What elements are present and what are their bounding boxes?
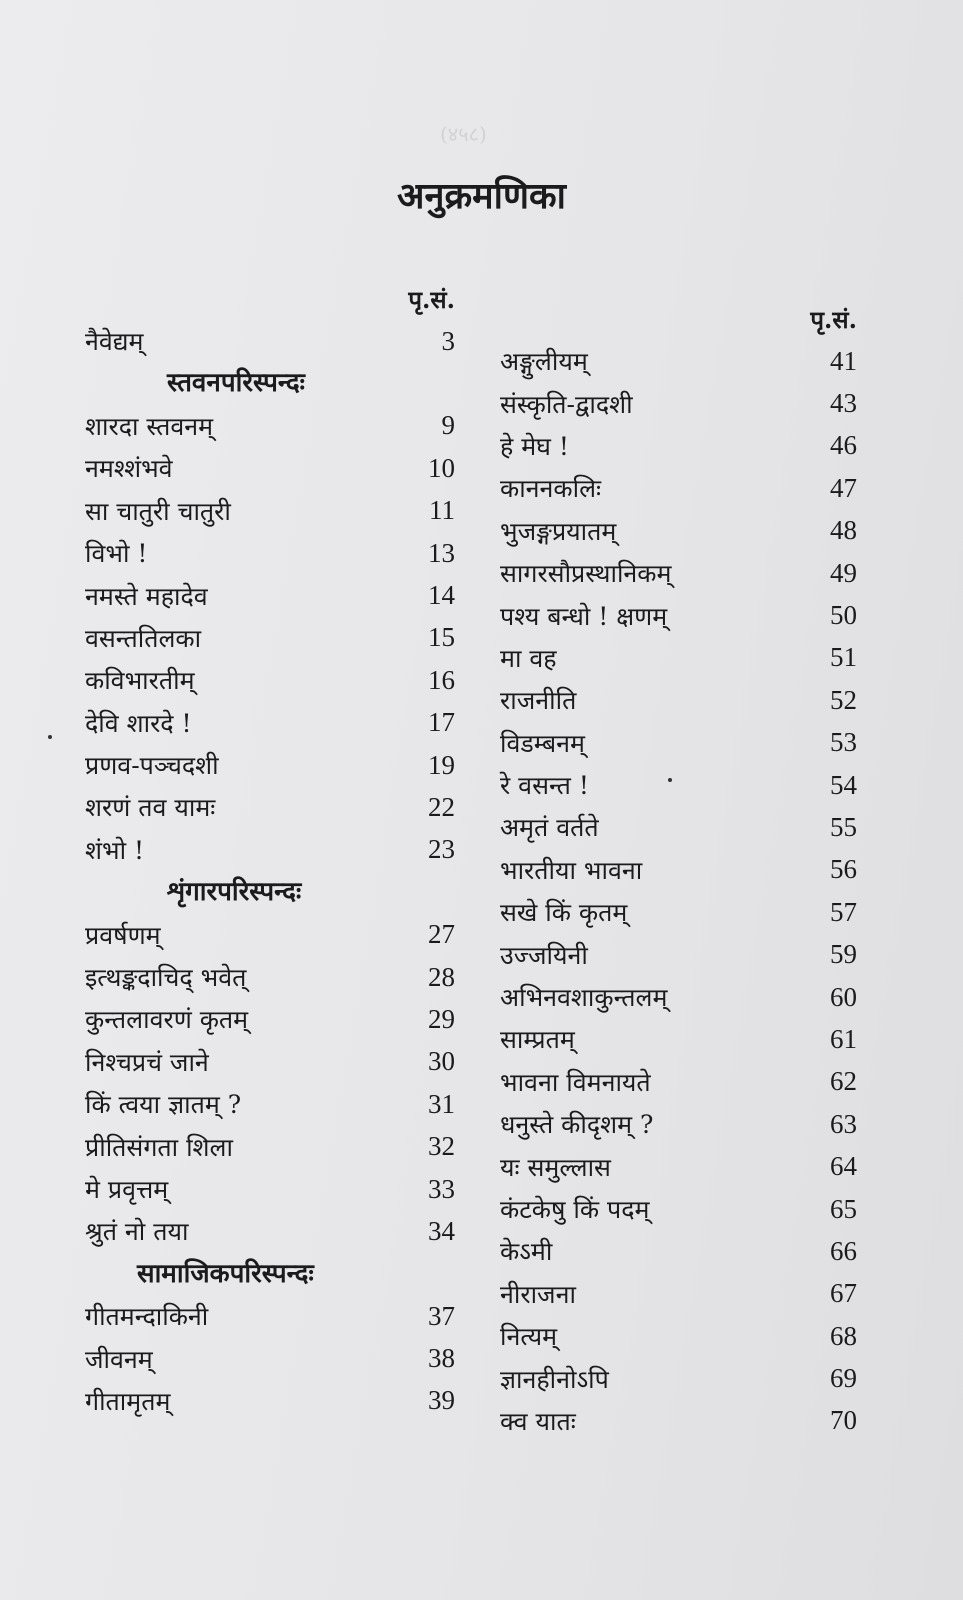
toc-entry bbox=[500, 849, 857, 891]
toc-entry-title: क्व यातः bbox=[500, 1406, 576, 1436]
toc-entry bbox=[500, 1188, 857, 1230]
toc-entry bbox=[85, 913, 455, 955]
toc-entry-page-number: 22 bbox=[428, 791, 455, 822]
toc-entry-title: अमृतं वर्तते bbox=[500, 813, 599, 843]
toc-entry-title: शारदा स्तवनम् bbox=[85, 411, 214, 441]
toc-entry bbox=[500, 1273, 857, 1315]
toc-entry-page-number: 10 bbox=[428, 452, 455, 483]
toc-entry-title: केऽमी bbox=[500, 1237, 553, 1267]
toc-right-column bbox=[500, 300, 857, 1442]
toc-entry-page-number: 64 bbox=[830, 1151, 857, 1182]
toc-entry-title: नित्यम् bbox=[500, 1322, 558, 1352]
toc-entry-page-number: 31 bbox=[428, 1088, 455, 1119]
toc-entry-page-number: 53 bbox=[830, 727, 857, 758]
toc-entry bbox=[500, 637, 857, 679]
toc-entry-title: इत्थङ्कदाचिद् भवेत् bbox=[85, 963, 247, 993]
page-number-heading: पृ.सं. bbox=[810, 305, 857, 334]
toc-entry bbox=[500, 340, 857, 382]
toc-entry-page-number: 9 bbox=[441, 410, 455, 441]
toc-entry-page-number: 3 bbox=[441, 325, 455, 356]
bleed-through-page-number: (४५८) bbox=[440, 122, 487, 146]
toc-entry-page-number: 48 bbox=[830, 515, 857, 546]
section-heading: सामाजिकपरिस्पन्दः bbox=[137, 1258, 314, 1289]
toc-entry-page-number: 65 bbox=[830, 1193, 857, 1224]
toc-entry bbox=[500, 722, 857, 764]
toc-entry-page-number: 13 bbox=[428, 537, 455, 568]
toc-entry-title: मे प्रवृत्तम् bbox=[85, 1175, 169, 1204]
toc-entry-page-number: 41 bbox=[830, 345, 857, 376]
toc-entry-page-number: 43 bbox=[830, 388, 857, 419]
toc-entry-page-number: 59 bbox=[830, 939, 857, 970]
toc-entry-page-number: 54 bbox=[830, 769, 857, 800]
toc-entry-page-number: 30 bbox=[428, 1046, 455, 1077]
toc-entry bbox=[500, 467, 857, 509]
toc-entry-page-number: 17 bbox=[428, 707, 455, 738]
toc-entry bbox=[85, 1210, 455, 1252]
toc-entry bbox=[500, 1357, 857, 1399]
toc-entry-title: हे मेघ ! bbox=[500, 431, 569, 461]
toc-entry-title: ज्ञानहीनोऽपि bbox=[500, 1364, 609, 1394]
toc-entry-page-number: 52 bbox=[830, 684, 857, 715]
toc-entry-title: कंटकेषु किं पदम् bbox=[500, 1195, 650, 1224]
toc-entry bbox=[500, 891, 857, 933]
toc-entry bbox=[500, 1145, 857, 1187]
toc-entry bbox=[85, 532, 455, 574]
toc-entry-title: प्रवर्षणम् bbox=[85, 920, 161, 950]
toc-entry-title: भावना विमनायते bbox=[500, 1067, 651, 1097]
toc-entry-page-number: 57 bbox=[830, 896, 857, 927]
toc-entry bbox=[85, 744, 455, 786]
toc-entry-title: भारतीया भावना bbox=[500, 855, 643, 885]
toc-entry-page-number: 32 bbox=[428, 1131, 455, 1162]
toc-entry-page-number: 47 bbox=[830, 472, 857, 503]
toc-entry-title: कुन्तलावरणं कृतम् bbox=[85, 1005, 249, 1035]
toc-entry-page-number: 69 bbox=[830, 1363, 857, 1394]
toc-entry bbox=[85, 1295, 455, 1337]
toc-entry-page-number: 50 bbox=[830, 600, 857, 631]
toc-entry-page-number: 34 bbox=[428, 1215, 455, 1246]
toc-entry-page-number: 68 bbox=[830, 1320, 857, 1351]
toc-entry-page-number: 16 bbox=[428, 664, 455, 695]
toc-entry-page-number: 61 bbox=[830, 1023, 857, 1054]
toc-entry bbox=[85, 659, 455, 701]
toc-entry-page-number: 11 bbox=[429, 495, 455, 526]
toc-entry-page-number: 62 bbox=[830, 1066, 857, 1097]
toc-entry bbox=[85, 405, 455, 447]
toc-entry-page-number: 56 bbox=[830, 854, 857, 885]
toc-entry-title: देवि शारदे ! bbox=[85, 708, 192, 738]
toc-entry bbox=[85, 1337, 455, 1379]
toc-entry bbox=[85, 956, 455, 998]
toc-entry bbox=[85, 702, 455, 744]
toc-entry-title: विभो ! bbox=[85, 539, 148, 569]
toc-entry-title: संस्कृति-द्वादशी bbox=[500, 389, 633, 419]
page-number-heading: पृ.सं. bbox=[408, 285, 455, 314]
toc-entry-page-number: 55 bbox=[830, 811, 857, 842]
toc-entry-title: अङ्गुलीयम् bbox=[500, 347, 588, 377]
toc-entry-title: प्रीतिसंगता शिला bbox=[85, 1132, 233, 1162]
toc-entry-page-number: 28 bbox=[428, 961, 455, 992]
toc-entry-page-number: 29 bbox=[428, 1003, 455, 1034]
toc-entry-page-number: 60 bbox=[830, 981, 857, 1012]
toc-entry bbox=[500, 594, 857, 636]
toc-entry bbox=[85, 1041, 455, 1083]
toc-entry-page-number: 38 bbox=[428, 1343, 455, 1374]
toc-entry bbox=[500, 1018, 857, 1060]
toc-entry-title: कविभारतीम् bbox=[85, 666, 195, 696]
toc-entry-title: नमस्ते महादेव bbox=[85, 581, 208, 611]
toc-entry-page-number: 37 bbox=[428, 1300, 455, 1331]
toc-entry-page-number: 19 bbox=[428, 749, 455, 780]
toc-entry bbox=[500, 679, 857, 721]
toc-entry-title: धनुस्ते कीदृशम् ? bbox=[500, 1110, 654, 1140]
toc-entry-title: शरणं तव यामः bbox=[85, 793, 216, 823]
toc-entry-page-number: 67 bbox=[830, 1278, 857, 1309]
toc-entry-title: सा चातुरी चातुरी bbox=[85, 496, 231, 526]
toc-entry-title: पश्य बन्धो ! क्षणम् bbox=[500, 601, 668, 631]
toc-entry-title: गीतमन्दाकिनी bbox=[85, 1302, 209, 1332]
toc-entry-page-number: 27 bbox=[428, 919, 455, 950]
page-title: अनुक्रमणिका bbox=[397, 175, 566, 217]
toc-entry-title: सखे किं कृतम् bbox=[500, 898, 628, 928]
toc-entry bbox=[500, 764, 857, 806]
toc-entry-page-number: 15 bbox=[428, 622, 455, 653]
toc-entry-page-number: 70 bbox=[830, 1405, 857, 1436]
toc-entry-title: राजनीति bbox=[500, 686, 577, 716]
toc-entry-title: जीवनम् bbox=[85, 1344, 153, 1374]
toc-entry-title: भुजङ्गप्रयातम् bbox=[500, 516, 617, 546]
section-heading: शृंगारपरिस्पन्दः bbox=[167, 877, 302, 908]
toc-entry bbox=[85, 1168, 455, 1210]
toc-entry bbox=[500, 382, 857, 424]
stray-mark bbox=[668, 778, 672, 782]
toc-entry-title: रे वसन्त ! bbox=[500, 771, 589, 801]
toc-left-column bbox=[85, 280, 455, 1422]
toc-entry bbox=[85, 1083, 455, 1125]
toc-entry bbox=[85, 320, 455, 362]
toc-entry bbox=[85, 574, 455, 616]
toc-entry-page-number: 23 bbox=[428, 834, 455, 865]
toc-entry bbox=[500, 1061, 857, 1103]
toc-entry-title: साम्प्रतम् bbox=[500, 1025, 575, 1055]
toc-entry-title: नैवेद्यम् bbox=[85, 327, 144, 357]
toc-entry-page-number: 39 bbox=[428, 1385, 455, 1416]
toc-entry-page-number: 49 bbox=[830, 557, 857, 588]
toc-entry bbox=[85, 829, 455, 871]
toc-entry-title: श्रुतं नो तया bbox=[85, 1217, 189, 1247]
toc-entry bbox=[500, 806, 857, 848]
section-heading: स्तवनपरिस्पन्दः bbox=[167, 368, 305, 399]
toc-entry bbox=[85, 490, 455, 532]
toc-entry bbox=[500, 1315, 857, 1357]
toc-entry bbox=[85, 1125, 455, 1167]
toc-entry-title: प्रणव-पञ्चदशी bbox=[85, 751, 219, 781]
toc-entry-title: उज्जयिनी bbox=[500, 940, 588, 970]
toc-entry-title: अभिनवशाकुन्तलम् bbox=[500, 983, 668, 1013]
toc-entry-title: यः समुल्लास bbox=[500, 1152, 611, 1182]
toc-entry-title: गीतामृतम् bbox=[85, 1386, 171, 1416]
stray-mark bbox=[48, 735, 52, 739]
toc-entry-title: विडम्बनम् bbox=[500, 728, 585, 758]
toc-entry bbox=[500, 1230, 857, 1272]
toc-entry bbox=[500, 510, 857, 552]
toc-entry-page-number: 33 bbox=[428, 1173, 455, 1204]
toc-entry bbox=[500, 1103, 857, 1145]
toc-entry bbox=[500, 425, 857, 467]
toc-entry-title: नीराजना bbox=[500, 1279, 576, 1309]
toc-entry bbox=[500, 933, 857, 975]
toc-entry-page-number: 46 bbox=[830, 430, 857, 461]
toc-entry-title: वसन्ततिलका bbox=[85, 623, 202, 653]
toc-entry bbox=[85, 786, 455, 828]
toc-left-list bbox=[85, 320, 455, 1422]
toc-entry-page-number: 63 bbox=[830, 1108, 857, 1139]
toc-entry-title: काननकलिः bbox=[500, 474, 602, 504]
toc-entry bbox=[85, 617, 455, 659]
toc-entry bbox=[500, 976, 857, 1018]
toc-entry bbox=[85, 998, 455, 1040]
toc-entry bbox=[85, 1380, 455, 1422]
toc-entry bbox=[500, 1400, 857, 1442]
toc-entry-title: मा वह bbox=[500, 643, 557, 673]
toc-entry bbox=[85, 447, 455, 489]
toc-entry-title: निश्चप्रचं जाने bbox=[85, 1047, 209, 1077]
toc-entry-title: किं त्वया ज्ञातम् ? bbox=[85, 1090, 242, 1120]
toc-entry-page-number: 51 bbox=[830, 642, 857, 673]
toc-entry bbox=[500, 552, 857, 594]
toc-entry-page-number: 66 bbox=[830, 1235, 857, 1266]
toc-entry-title: नमश्शंभवे bbox=[85, 454, 173, 484]
toc-entry-title: शंभो ! bbox=[85, 835, 145, 865]
toc-right-list bbox=[500, 340, 857, 1442]
toc-entry-title: सागरसौप्रस्थानिकम् bbox=[500, 559, 672, 589]
toc-entry-page-number: 14 bbox=[428, 580, 455, 611]
